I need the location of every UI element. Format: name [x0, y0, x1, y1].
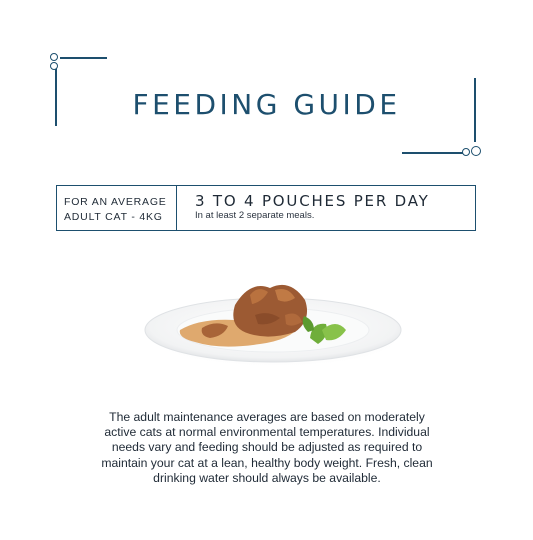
- feeding-meals-note: In at least 2 separate meals.: [195, 210, 315, 221]
- feeding-amount-cell: [177, 186, 475, 230]
- feeding-description: The adult maintenance averages are based on moderately active cats at normal environmental temperatures. Individual needs vary and feeding should be adjusted as required to maintain your cat at a lean, healthy body weight. Fresh, clean drinking water should always be available.: [101, 410, 433, 485]
- feeding-amount: 3 TO 4 POUCHES PER DAY: [195, 192, 430, 210]
- frame-dot-icon: [50, 62, 58, 70]
- feeding-table: [56, 185, 476, 231]
- frame-dot-icon: [471, 146, 481, 156]
- cat-profile-line1: FOR AN AVERAGE: [64, 196, 167, 208]
- food-plate-image: [140, 260, 410, 380]
- frame-dot-icon: [462, 148, 470, 156]
- cat-profile-cell: [57, 186, 177, 230]
- frame-dot-icon: [50, 53, 58, 61]
- page-title: FEEDING GUIDE: [132, 88, 401, 121]
- cat-profile-line2: ADULT CAT - 4KG: [64, 211, 163, 223]
